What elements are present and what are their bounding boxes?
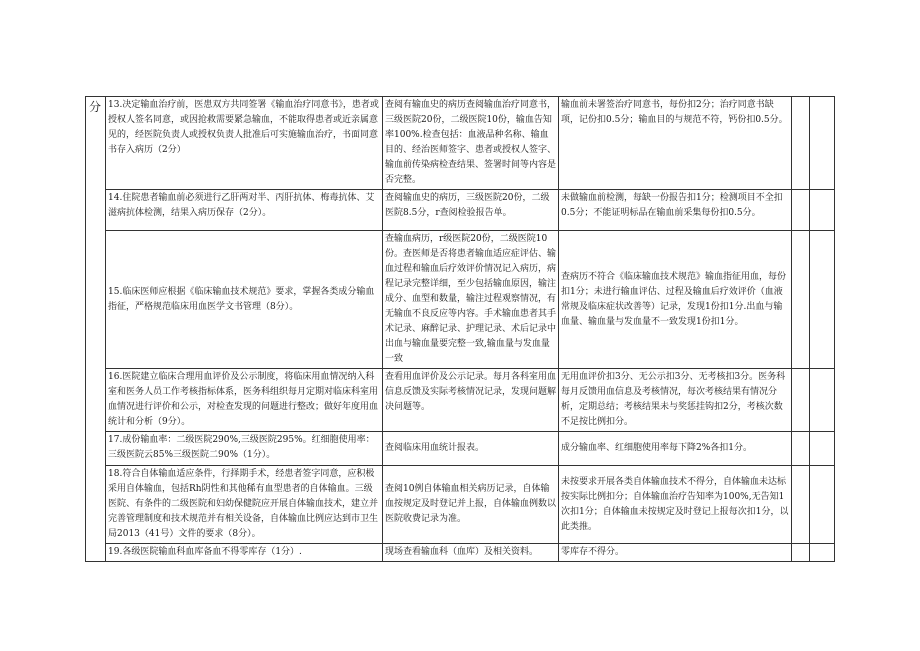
- criteria-cell: 成分输血率、红细胞使用率每下降2%各扣1分。: [559, 432, 792, 466]
- score-cell: [792, 544, 810, 562]
- score-cell: [792, 466, 810, 544]
- criteria-cell: 输血前未署签治疗同意书，每份扣2分；治疗同意书缺项，记份扣0.5分；输血目的与规范不符，钙份扣0.5分。: [559, 97, 792, 190]
- inspection-table: [85, 96, 835, 562]
- item-cell: 17.成份输血率：二级医院290%,三级医院295%。红细胞使用率：三级医院云85%三级医院二90%（1分）。: [106, 432, 383, 466]
- criteria-cell: 未按要求开展各类自体输血技术不得分，自体输血未达标按实际比例扣分；自体输血治疗告知率为100%,无告知1次扣1分；自体输血未按规定及时登记上报每次扣1分，以此类推。: [559, 466, 792, 544]
- remark-cell: [810, 466, 835, 544]
- table-row: [86, 190, 835, 231]
- criteria-cell: 未做输血前检测，每缺一份报告扣1分；检测项目不全扣0.5分；不能证明标品在输血前采集每份扣0.5分。: [559, 190, 792, 231]
- item-cell: 18.符合自体输血适应条件，行择期手术，经患者签字同意，应积极采用自体输血，包括Rh阴性和其他稀有血型患者的自体输血。三级医院、有条件的二级医院和妇幼保健院应开展自体输血技术，建立并完善管理制度和技术规范并有相关设备，自体输血比例应达到市卫生局2013（41号）文件的要求（8分）。: [106, 466, 383, 544]
- table-row: [86, 231, 835, 369]
- method-cell: 查阅输血史的病历，三级医院20份，二级医院8.5分，r查阅检验报告单。: [383, 190, 559, 231]
- item-cell: 19.各级医院输血科血库备血不得零库存（1分）.: [106, 544, 383, 562]
- remark-cell: [810, 432, 835, 466]
- item-cell: 16.医院建立临床合理用血评价及公示制度，将临床用血情况纳入科室和医务人员工作考核指标体系，医务科组织每月定期对临床科室用血情况进行评价和公示，对检查发现的问题进行整改；做好年度用血统计和分析（9分）。: [106, 369, 383, 432]
- method-cell: 查看用血评价及公示记录。每月各科室用血信息反馈及实际考核情况记录，发现问题解决问题等。: [383, 369, 559, 432]
- table-row: [86, 466, 835, 544]
- item-cell: 15.临床医师应根据《临床输血技术规范》要求，掌握各类成分输血指征，严格规范临床用血医学文书管理（8分）。: [106, 231, 383, 369]
- table-row: [86, 544, 835, 562]
- method-cell: 查阅有输血史的病历查阅输血治疗同意书，三级医院20份，二级医院10份，输血告知率100%.检查包括：血液品种名称、输血目的、经治医师签字、患者或授权人签字、输血前传染病检查结果、签署时间等内容是否完整。: [383, 97, 559, 190]
- item-cell: 14.住院患者输血前必须进行乙肝两对半、丙肝抗体、梅毒抗体、艾滋病抗体检测，结果入病历保存（2分）。: [106, 190, 383, 231]
- score-cell: [792, 231, 810, 369]
- category-cell: 分: [86, 97, 106, 562]
- score-cell: [792, 97, 810, 190]
- table-row: [86, 432, 835, 466]
- score-cell: [792, 369, 810, 432]
- method-cell: 查阅10例自体输血相关病历记录，自体输血按规定及时登记并上报，自体输血例数以医院收费记录为准。: [383, 466, 559, 544]
- remark-cell: [810, 97, 835, 190]
- table-row: [86, 369, 835, 432]
- criteria-cell: 查病历不符合《临床输血技术规范》输血指征用血，每份扣1分；未进行输血评估、过程及输血后疗效评价（血液常规及临床症状改善等）记录，发现1份扣1分.出血与输血量、输血量与发血量不一致发现1份扣1分。: [559, 231, 792, 369]
- score-cell: [792, 432, 810, 466]
- remark-cell: [810, 369, 835, 432]
- criteria-cell: 零库存不得分。: [559, 544, 792, 562]
- criteria-cell: 无用血评价扣3分、无公示扣3分、无考核扣3分。医务科每月反馈用血信息及考核情况，每次考核结果有情况分析，定期总结；考核结果未与奖惩挂钩扣2分，考核次数不足按比例扣分。: [559, 369, 792, 432]
- method-cell: 查阅临床用血统计报表。: [383, 432, 559, 466]
- item-cell: 13.决定输血治疗前，医患双方共同签署《输血治疗同意书》，患者或授权人签名同意，或因抢救需要紧急输血，不能取得患者或近亲属意见的，经医院负责人或授权负责人批准后可实施输血治疗，书面同意书存入病历（2分）: [106, 97, 383, 190]
- score-cell: [792, 190, 810, 231]
- method-cell: 现场查看输血科（血库）及相关资料。: [383, 544, 559, 562]
- table-row: [86, 97, 835, 190]
- remark-cell: [810, 544, 835, 562]
- remark-cell: [810, 190, 835, 231]
- remark-cell: [810, 231, 835, 369]
- method-cell: 查输血病历，r级医院20份，二级医院10份。查医师是否将患者输血适应症评估、输血过程和输血后疗效评价情况记入病历，病程记录完整详细，至少包括输血原因，输注成分、血型和数量，输注过程观察情况，有无输血不良反应等内容。手术输血患者其手术记录、麻醉记录、护理记录、术后记录中出血与输血量要完整一致,输血量与发血量一致: [383, 231, 559, 369]
